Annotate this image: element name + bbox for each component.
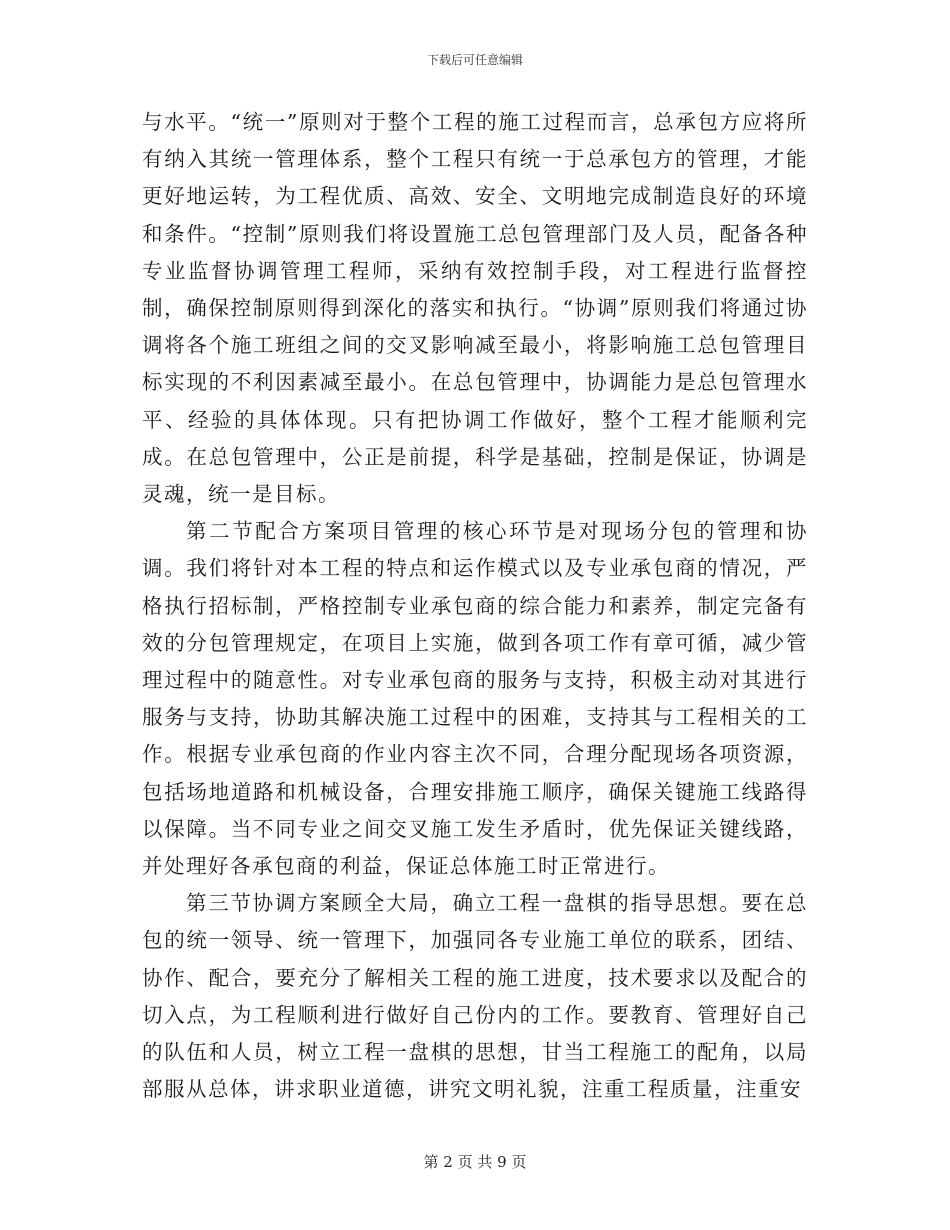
paragraph-continuation: 与水平。“统一”原则对于整个工程的施工过程而言，总承包方应将所有纳入其统一管理体系，整个工程只有统一于总承包方的管理，才能更好地运转，为工程优质、高效、安全、文明地完成制造良好的环境和条件。“控制”原则我们将设置施工总包管理部门及人员，配备各种专业监督协调管理工程师，采纳有效控制手段，对工程进行监督控制，确保控制原则得到深化的落实和执行。“协调”原则我们将通过协调将各个施工班组之间的交叉影响减至最小，将影响施工总包管理目标实现的不利因素减至最小。在总包管理中，协调能力是总包管理水平、经验的具体体现。只有把协调工作做好，整个工程才能顺利完成。在总包管理中，公正是前提，科学是基础，控制是保证，协调是灵魂，统一是目标。: [142, 110, 808, 507]
page-number: 第 2 页 共 9 页: [423, 1153, 527, 1171]
document-body: [142, 104, 808, 1108]
page-header: 下载后可任意编辑: [426, 53, 523, 67]
paragraph-section-3: 第三节协调方案顾全大局，确立工程一盘棋的指导思想。要在总包的统一领导、统一管理下，加强同各专业施工单位的联系，团结、协作、配合，要充分了解相关工程的施工进度，技术要求以及配合的切入点，为工程顺利进行做好自己份内的工作。要教育、管理好自己的队伍和人员，树立工程一盘棋的思想，甘当工程施工的配角，以局部服从总体，讲求职业道德，讲究文明礼貌，注重工程质量，注重安: [142, 891, 808, 1102]
paragraph-section-2: 第二节配合方案项目管理的核心环节是对现场分包的管理和协调。我们将针对本工程的特点和运作模式以及专业承包商的情况，严格执行招标制，严格控制专业承包商的综合能力和素养，制定完备有效的分包管理规定，在项目上实施，做到各项工作有章可循，减少管理过程中的随意性。对专业承包商的服务与支持，积极主动对其进行服务与支持，协助其解决施工过程中的困难，支持其与工程相关的工作。根据专业承包商的作业内容主次不同，合理分配现场各项资源，包括场地道路和机械设备，合理安排施工顺序，确保关键施工线路得以保障。当不同专业之间交叉施工发生矛盾时，优先保证关键线路，并处理好各承包商的利益，保证总体施工时正常进行。: [142, 519, 808, 879]
